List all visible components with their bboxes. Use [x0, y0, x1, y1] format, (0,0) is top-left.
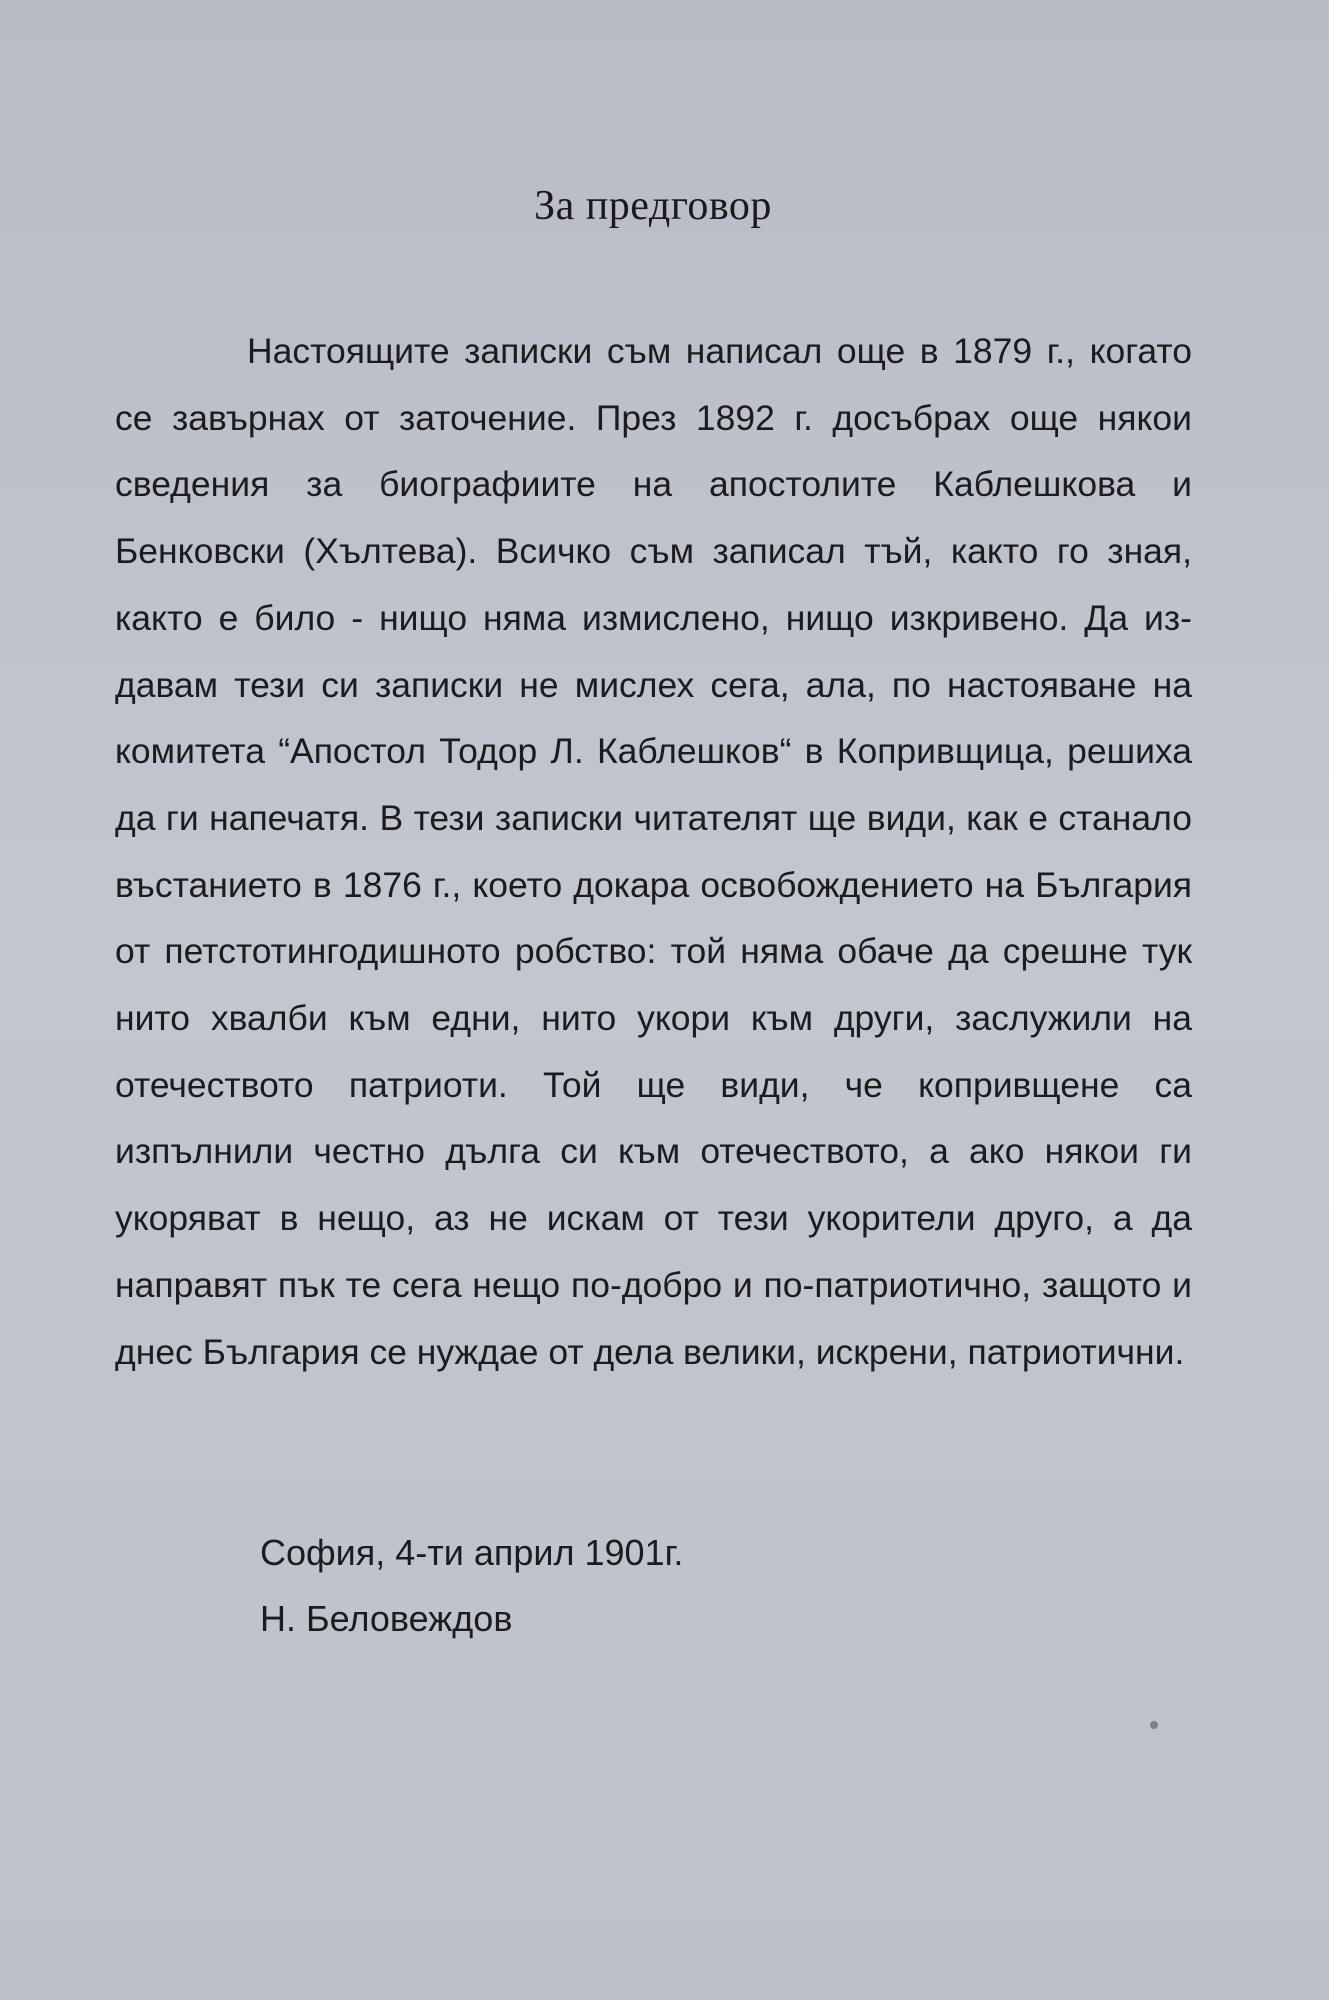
signature-block [260, 1520, 683, 1652]
signature-place-date: София, 4-ти април 1901г. [260, 1532, 684, 1573]
body-paragraph: Настоящите записки съм написал още в 1879 г., когато се завърнах от заточение. През 1892 г. досъбрах още някои сведения за биографиите на апостолите Каблешкова и Бенковски (Хълтева). Всичко съм записал тъй, както го зная, както е било - нищо няма измислено, нищо изкривено. Да издавам тези си записки не мислех сега, ала, по настояване на комитета “Апостол Тодор Л. Каблешков“ в Копривщица, решиха да ги напечатя. В тези записки читателят ще види, как е станало въстанието в 1876 г., което докара освобождението на България от петстотингодишното робство: той няма обаче да срешне тук нито хвалби към едни, нито укори към други, заслужили на отечеството патриоти. Той ще види, че копривщене са изпълнили честно дълга си към отечеството, а ако някои ги укоряват в нещо, аз не искам от тези укорители друго, а да направят пък те сега нещо по-добро и по-патриотично, защото и днес България се нуждае от дела велики, искрени, патриотични. [115, 331, 1192, 1372]
page-title: За предговор [534, 183, 772, 229]
signature-author: Н. Беловеждов [260, 1598, 513, 1639]
paper-speck [1150, 1721, 1158, 1729]
